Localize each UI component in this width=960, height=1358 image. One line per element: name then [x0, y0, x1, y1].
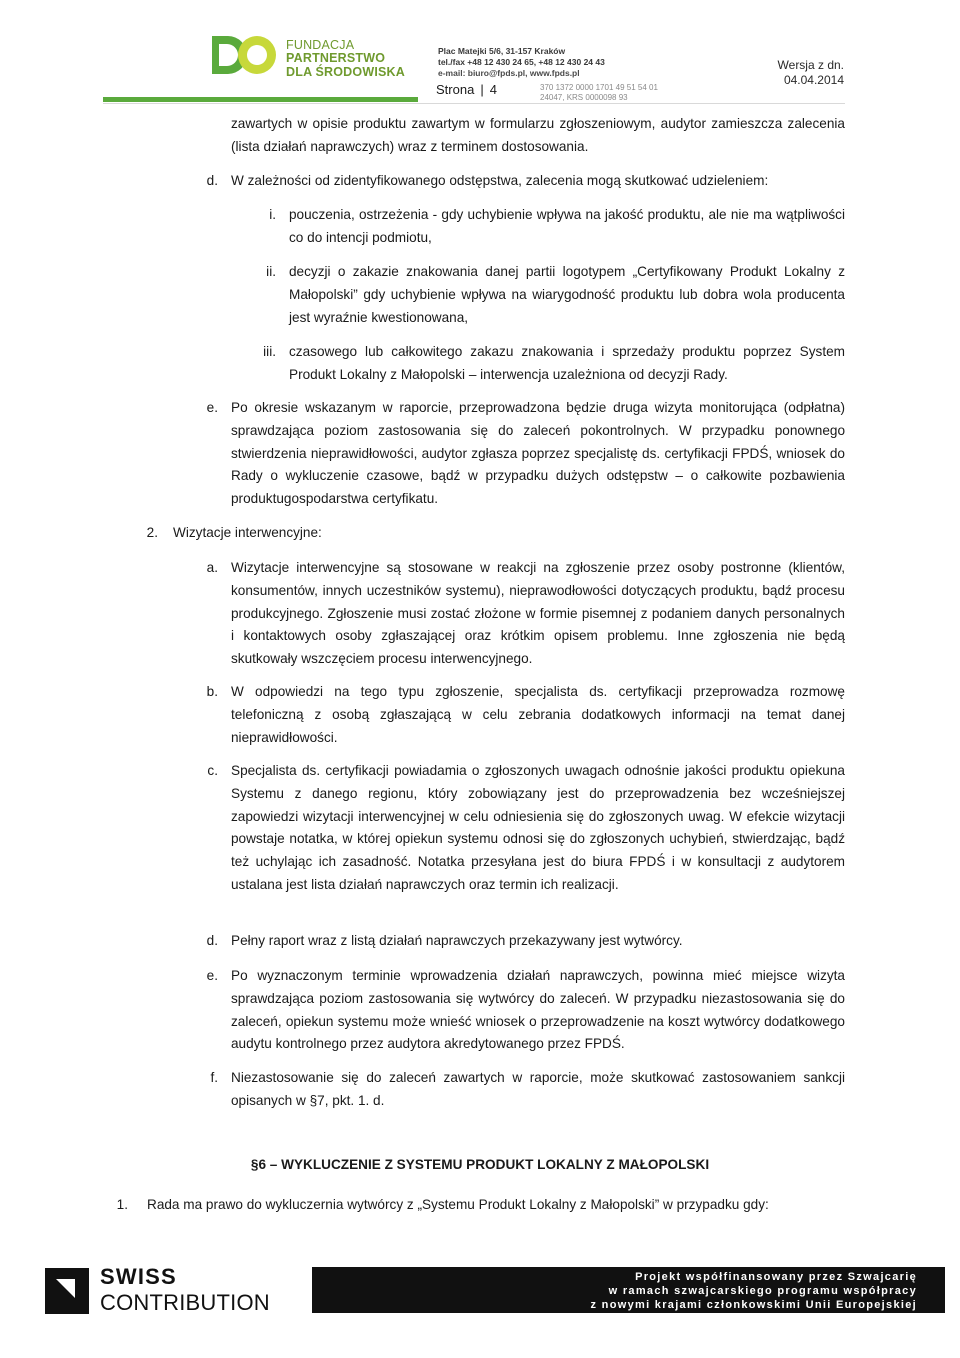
sublist-label: i. [269, 207, 276, 222]
cofinancing-banner [312, 1267, 945, 1313]
list-item-text: Rada ma prawo do wykluczernia wytwórcy z „Systemu Produkt Lokalny z Małopolski” w przypadku gdy: [147, 1197, 769, 1212]
page-label: Strona [436, 82, 475, 97]
list-label: e. [206, 400, 218, 415]
list-label: d. [206, 173, 218, 188]
list-label: d. [206, 933, 218, 948]
swiss-contribution-logo-icon [45, 1268, 89, 1314]
sublist-item-text: pouczenia, ostrzeżenia - gdy uchybienie wpływa na jakość produktu, ale nie ma wątpliwości co do intencji podmiotu, [289, 207, 845, 245]
page-number: 4 [489, 82, 497, 97]
swiss-logo-name: SWISS [100, 1264, 177, 1289]
org-name-line: PARTNERSTWO [286, 51, 386, 65]
version-date: 04.04.2014 [783, 73, 844, 87]
sublist-item-text: decyzji o zakazie znakowania danej partii logotypem „Certyfikowany Produkt Lokalny z Małopolski” gdy uchybienie wpływa na wiarygodność produktu lub dobra wola producenta jest wyraźnie kwestionowana, [289, 264, 845, 325]
address-line: Plac Matejki 5/6, 31-157 Kraków [438, 46, 566, 56]
section-number: 2. [146, 525, 158, 540]
registry-line: 24047, KRS 0000098 93 [540, 93, 628, 102]
list-label: f. [210, 1070, 218, 1085]
address-line: e-mail: biuro@fpds.pl, www.fpds.pl [438, 68, 580, 78]
list-label: e. [206, 968, 218, 983]
fpds-logo-icon [208, 32, 280, 78]
list-label: c. [207, 763, 218, 778]
version-info [760, 58, 844, 88]
header-accent-bar [103, 97, 418, 102]
list-item-text: Po wyznaczonym terminie wprowadzenia działań naprawczych, powinna mieć miejsce wizyta sprawdzająca poziom zastosowania się wytwórcy do zaleceń. W przypadku niezastosowania się do zaleceń, opiekun systemu może wnieść wniosek o przeprowadzenie na koszt wytwórcy dodatkowego audytu kontrolnego przez audytora akredytowanego przez FPDŚ. [231, 968, 845, 1052]
list-item-text: Wizytacje interwencyjne są stosowane w reakcji na zgłoszenie przez osoby postronne (klientów, konsumentów, innych uczestników systemu), nieprawodłowości dotyczących produktu, bądź procesu produkcyjnego. Zgłoszenie musi zostać złożone w formie pisemnej z podaniem danych personalnych i kontaktowych osoby zgłaszającej oraz krótkim opisem problemu. Inne zgłoszenia nie będą skutkowały wszczęciem procesu interwencyjnego. [231, 560, 845, 667]
cofinancing-line: w ramach szwajcarskiego programu współpracy [608, 1285, 917, 1297]
page-indicator: Strona | 4 [436, 82, 497, 97]
org-name-line: FUNDACJA [286, 38, 355, 52]
list-item-text: Niezastosowanie się do zaleceń zawartych w raporcie, może skutkować zastosowaniem sankcji opisanych w §7, pkt. 1. d. [231, 1070, 845, 1108]
header-divider [103, 103, 845, 104]
sublist-item-text: czasowego lub całkowitego zakazu znakowania i sprzedaży produktu poprzez System Produkt Lokalny z Małopolski – interwencja uzależniona od decyzji Rady. [289, 344, 845, 382]
section-heading: §6 – WYKLUCZENIE Z SYSTEMU PRODUKT LOKALNY Z MAŁOPOLSKI [250, 1157, 710, 1172]
sublist-label: iii. [263, 344, 276, 359]
list-item-text: W zależności od zidentyfikowanego odstępstwa, zalecenia mogą skutkować udzieleniem: [231, 173, 769, 188]
version-label: Wersja z dn. [777, 58, 844, 72]
list-item-text: Pełny raport wraz z listą działań naprawczych przekazywany jest wytwórcy. [231, 933, 683, 948]
sublist-label: ii. [266, 264, 276, 279]
list-item-text: W odpowiedzi na tego typu zgłoszenie, specjalista ds. certyfikacji przeprowadza rozmowę telefoniczną z osobą zgłaszającą w celu zebrania dodatkowych informacji na temat danej nieprawidłowości. [231, 684, 845, 745]
bank-account-line: 370 1372 0000 1701 49 51 54 01 [540, 83, 658, 92]
cofinancing-line: Projekt współfinansowany przez Szwajcarię [635, 1271, 917, 1283]
cofinancing-line: z nowymi krajami członkowskimi Unii Europejskiej [590, 1299, 917, 1311]
section-title: Wizytacje interwencyjne: [173, 525, 322, 540]
list-label: a. [206, 560, 218, 575]
list-item-text: Specjalista ds. certyfikacji powiadamia o zgłoszonych uwagach odnośnie jakości produktu opiekuna Systemu z danego regionu, który zobowiązany jest do przeprowadzenia bez wcześniejszej zapowiedzi wizytacji interwencyjnej w celu odniesienia się do zgłoszonych uwag. W efekcie wizytacji powstaje notatka, w której opiekun systemu odnosi się do zgłoszonych uchybień, stwierdzając, bądź też uchylając ich zasadność. Notatka przesyłana jest do biura FPDŚ i w konsultacji z audytorem ustalana jest lista działań naprawczych oraz termin ich realizacji. [231, 763, 845, 892]
list-label: b. [206, 684, 218, 699]
list-label: 1. [116, 1197, 128, 1212]
swiss-logo-subtitle: CONTRIBUTION [100, 1290, 270, 1315]
address-line: tel./fax +48 12 430 24 65, +48 12 430 24 43 [438, 57, 605, 67]
org-name-line: DLA ŚRODOWISKA [286, 65, 405, 79]
list-item-text: Po okresie wskazanym w raporcie, przeprowadzona będzie druga wizyta monitorująca (odpłatna) sprawdzająca poziom zastosowania się do zaleceń pokontrolnych. W przypadku ponownego stwierdzenia nieprawidłowości, audytor zgłasza poprzez specjalistę ds. certyfikacji FPDŚ, wniosek do Rady o wykluczenie czasowe, bądź w przypadku dużych odstępstw – o całkowite pozbawienia produktugospodarstwa certyfikatu. [231, 400, 845, 507]
paragraph-continuation: zawartych w opisie produktu zawartym w formularzu zgłoszeniowym, audytor zamieszcza zalecenia (lista działań naprawczych) wraz z terminem dostosowania. [231, 116, 845, 154]
